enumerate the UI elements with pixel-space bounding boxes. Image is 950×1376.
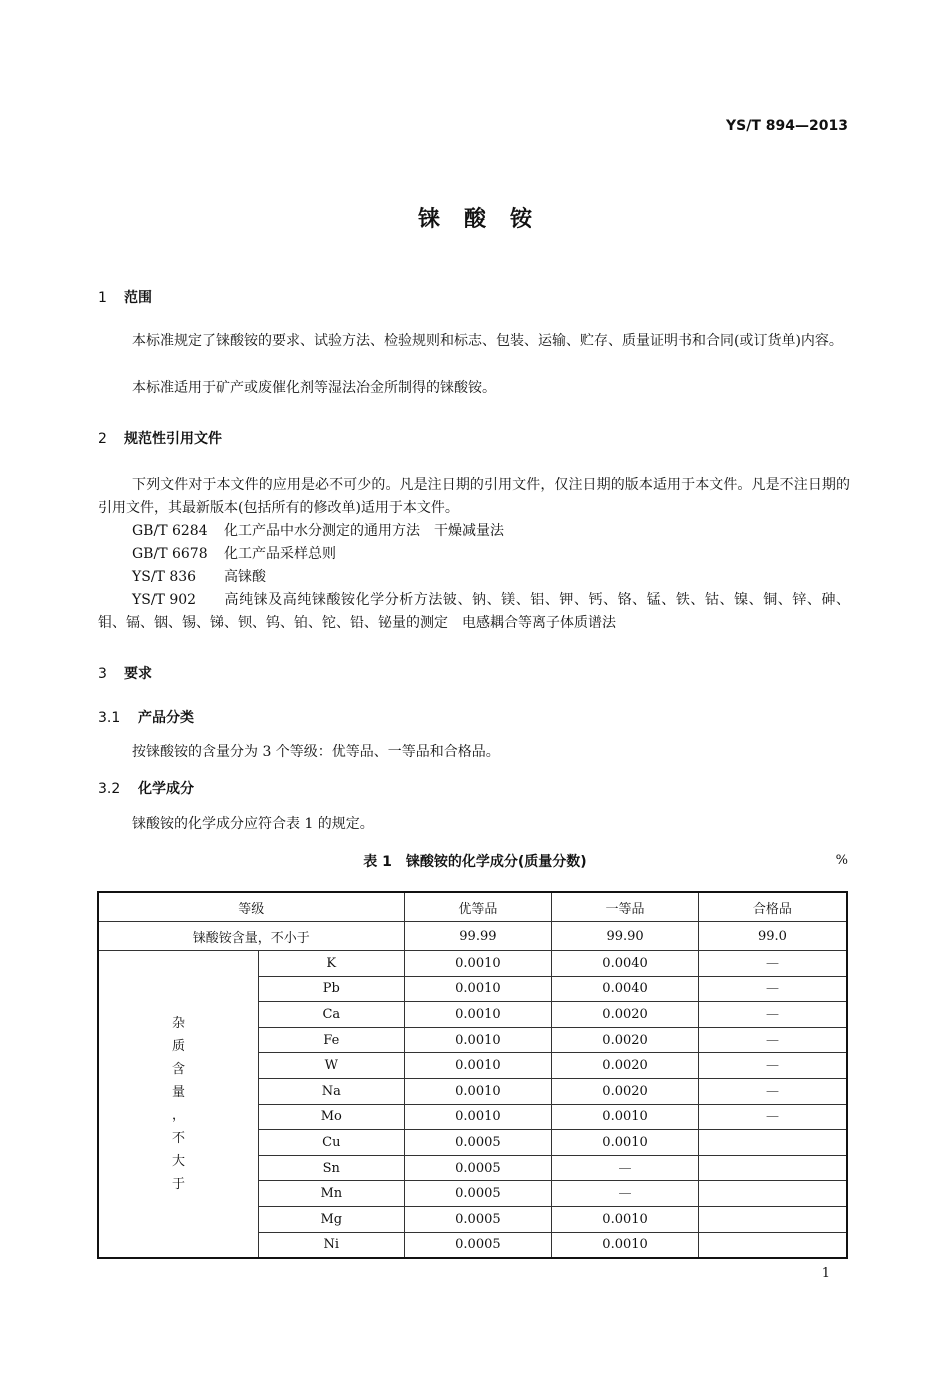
table-cell: 0.0020 [552,1053,699,1079]
section-number: 3 [98,666,107,682]
table-cell: 0.0010 [404,1104,552,1130]
impurity-label-char: 质 [171,1039,185,1055]
impurity-label-char: 于 [171,1177,185,1193]
table-cell [698,1232,847,1258]
reference-code: YS/T 902 [132,592,197,608]
table-cell: 0.0005 [404,1130,552,1156]
table-cell: 99.99 [404,922,552,951]
table-cell: — [552,1155,699,1181]
table-cell [698,1155,847,1181]
table-cell: 0.0005 [404,1206,552,1232]
header-first-class: 一等品 [552,892,699,922]
header-qualified: 合格品 [698,892,847,922]
paragraph-text: 下列文件对于本文件的应用是必不可少的。凡是注日期的引用文件，仅注日期的版本适用于本文件。凡是不注日期的引用文件，其最新版本(包括所有的修改单)适用于本文件。 [98,477,850,516]
reference-title: 高纯铼及高纯铼酸铵化学分析方法铍、钠、镁、铝、钾、钙、铬、锰、铁、钴、镍、铜、锌、砷、钼、镉、铟、锡、锑、钡、钨、铂、铊、铅、铋量的测定 电感耦合等离子体质谱法 [98,592,850,631]
section-number: 3.2 [98,781,121,797]
standard-code: YS/T 894—2013 [726,118,848,134]
table-cell: — [698,1002,847,1028]
reference-title: 高铼酸 [224,569,266,585]
element-cell: Sn [259,1155,405,1181]
section-number: 3.1 [98,710,121,726]
table-cell: — [698,1053,847,1079]
table-cell: — [698,1027,847,1053]
table-cell: 0.0010 [404,1002,552,1028]
table-cell: 0.0040 [552,976,699,1002]
reference-item [132,520,850,543]
section-title: 规范性引用文件 [124,431,222,447]
section-title: 要求 [124,666,152,682]
section-1-heading [98,287,152,307]
header-superior: 优等品 [404,892,552,922]
section-2-heading [98,428,222,448]
table-cell: — [698,1078,847,1104]
table-caption: 表 1 铼酸铵的化学成分(质量分数) [363,854,587,870]
table-row [98,951,847,977]
paragraph-text: 本标准适用于矿产或废催化剂等湿法冶金所制得的铼酸铵。 [132,380,496,396]
section-title: 范围 [124,290,152,306]
section-title: 化学成分 [138,781,194,797]
element-cell: Na [259,1078,405,1104]
table-cell: 99.0 [698,922,847,951]
table-cell: 0.0010 [404,1078,552,1104]
table-cell: 0.0010 [404,951,552,977]
table-cell: 0.0010 [404,976,552,1002]
table-cell: 0.0040 [552,951,699,977]
table-cell: — [698,976,847,1002]
table-header-row [98,892,847,922]
element-cell: Pb [259,976,405,1002]
table-cell [698,1130,847,1156]
section-3-1-heading [98,707,194,727]
table-cell: 0.0010 [552,1104,699,1130]
table-cell [698,1181,847,1207]
table-cell: — [698,951,847,977]
content-label: 铼酸铵含量，不小于 [98,922,404,951]
table-cell: 99.90 [552,922,699,951]
element-cell: K [259,951,405,977]
impurity-label-char: ， [171,1108,185,1124]
element-cell: Mn [259,1181,405,1207]
paragraph-text: 按铼酸铵的含量分为 3 个等级：优等品、一等品和合格品。 [132,744,500,760]
impurity-label [98,951,259,1259]
table-cell [698,1206,847,1232]
impurity-label-char: 大 [171,1154,185,1170]
impurity-label-char: 量 [171,1085,185,1101]
section-2-intro [98,474,850,520]
impurity-label-char: 含 [171,1062,185,1078]
table-cell: 0.0010 [552,1130,699,1156]
table-cell: 0.0005 [404,1232,552,1258]
reference-code: GB/T 6284 [132,523,208,539]
reference-title: 化工产品中水分测定的通用方法 干燥减量法 [224,523,504,539]
table-unit: % [835,853,848,868]
table-cell: — [698,1104,847,1130]
reference-item [132,566,850,589]
element-cell: Fe [259,1027,405,1053]
page-number: 1 [821,1266,830,1281]
table-cell: 0.0020 [552,1078,699,1104]
impurity-label-char: 杂 [171,1016,185,1032]
impurity-label-char: 不 [171,1131,185,1147]
table-cell: 0.0010 [552,1232,699,1258]
section-3-2-heading [98,778,194,798]
table-cell: 0.0005 [404,1155,552,1181]
element-cell: Mo [259,1104,405,1130]
document-title: 铼酸铵 [417,207,556,232]
section-3-heading [98,663,152,683]
table-row [98,922,847,951]
reference-item [98,589,850,635]
table-cell: — [552,1181,699,1207]
reference-item [132,543,850,566]
section-number: 2 [98,431,107,447]
section-1-paragraph-1 [98,330,850,353]
reference-code: YS/T 836 [132,569,197,585]
table-cell: 0.0010 [404,1053,552,1079]
element-cell: Ni [259,1232,405,1258]
table-cell: 0.0010 [404,1027,552,1053]
section-title: 产品分类 [138,710,194,726]
header-grade: 等级 [98,892,404,922]
reference-code: GB/T 6678 [132,546,208,562]
element-cell: W [259,1053,405,1079]
paragraph-text: 铼酸铵的化学成分应符合表 1 的规定。 [132,816,374,832]
element-cell: Ca [259,1002,405,1028]
reference-title: 化工产品采样总则 [224,546,336,562]
section-3-2-text [98,813,850,836]
table-cell: 0.0020 [552,1027,699,1053]
table-cell: 0.0020 [552,1002,699,1028]
section-3-1-text [98,741,850,764]
element-cell: Mg [259,1206,405,1232]
table-cell: 0.0010 [552,1206,699,1232]
paragraph-text: 本标准规定了铼酸铵的要求、试验方法、检验规则和标志、包装、运输、贮存、质量证明书和合同(或订货单)内容。 [132,333,843,349]
element-cell: Cu [259,1130,405,1156]
chemical-composition-table [97,891,848,1259]
section-number: 1 [98,290,107,306]
table-cell: 0.0005 [404,1181,552,1207]
section-1-paragraph-2 [98,377,850,400]
